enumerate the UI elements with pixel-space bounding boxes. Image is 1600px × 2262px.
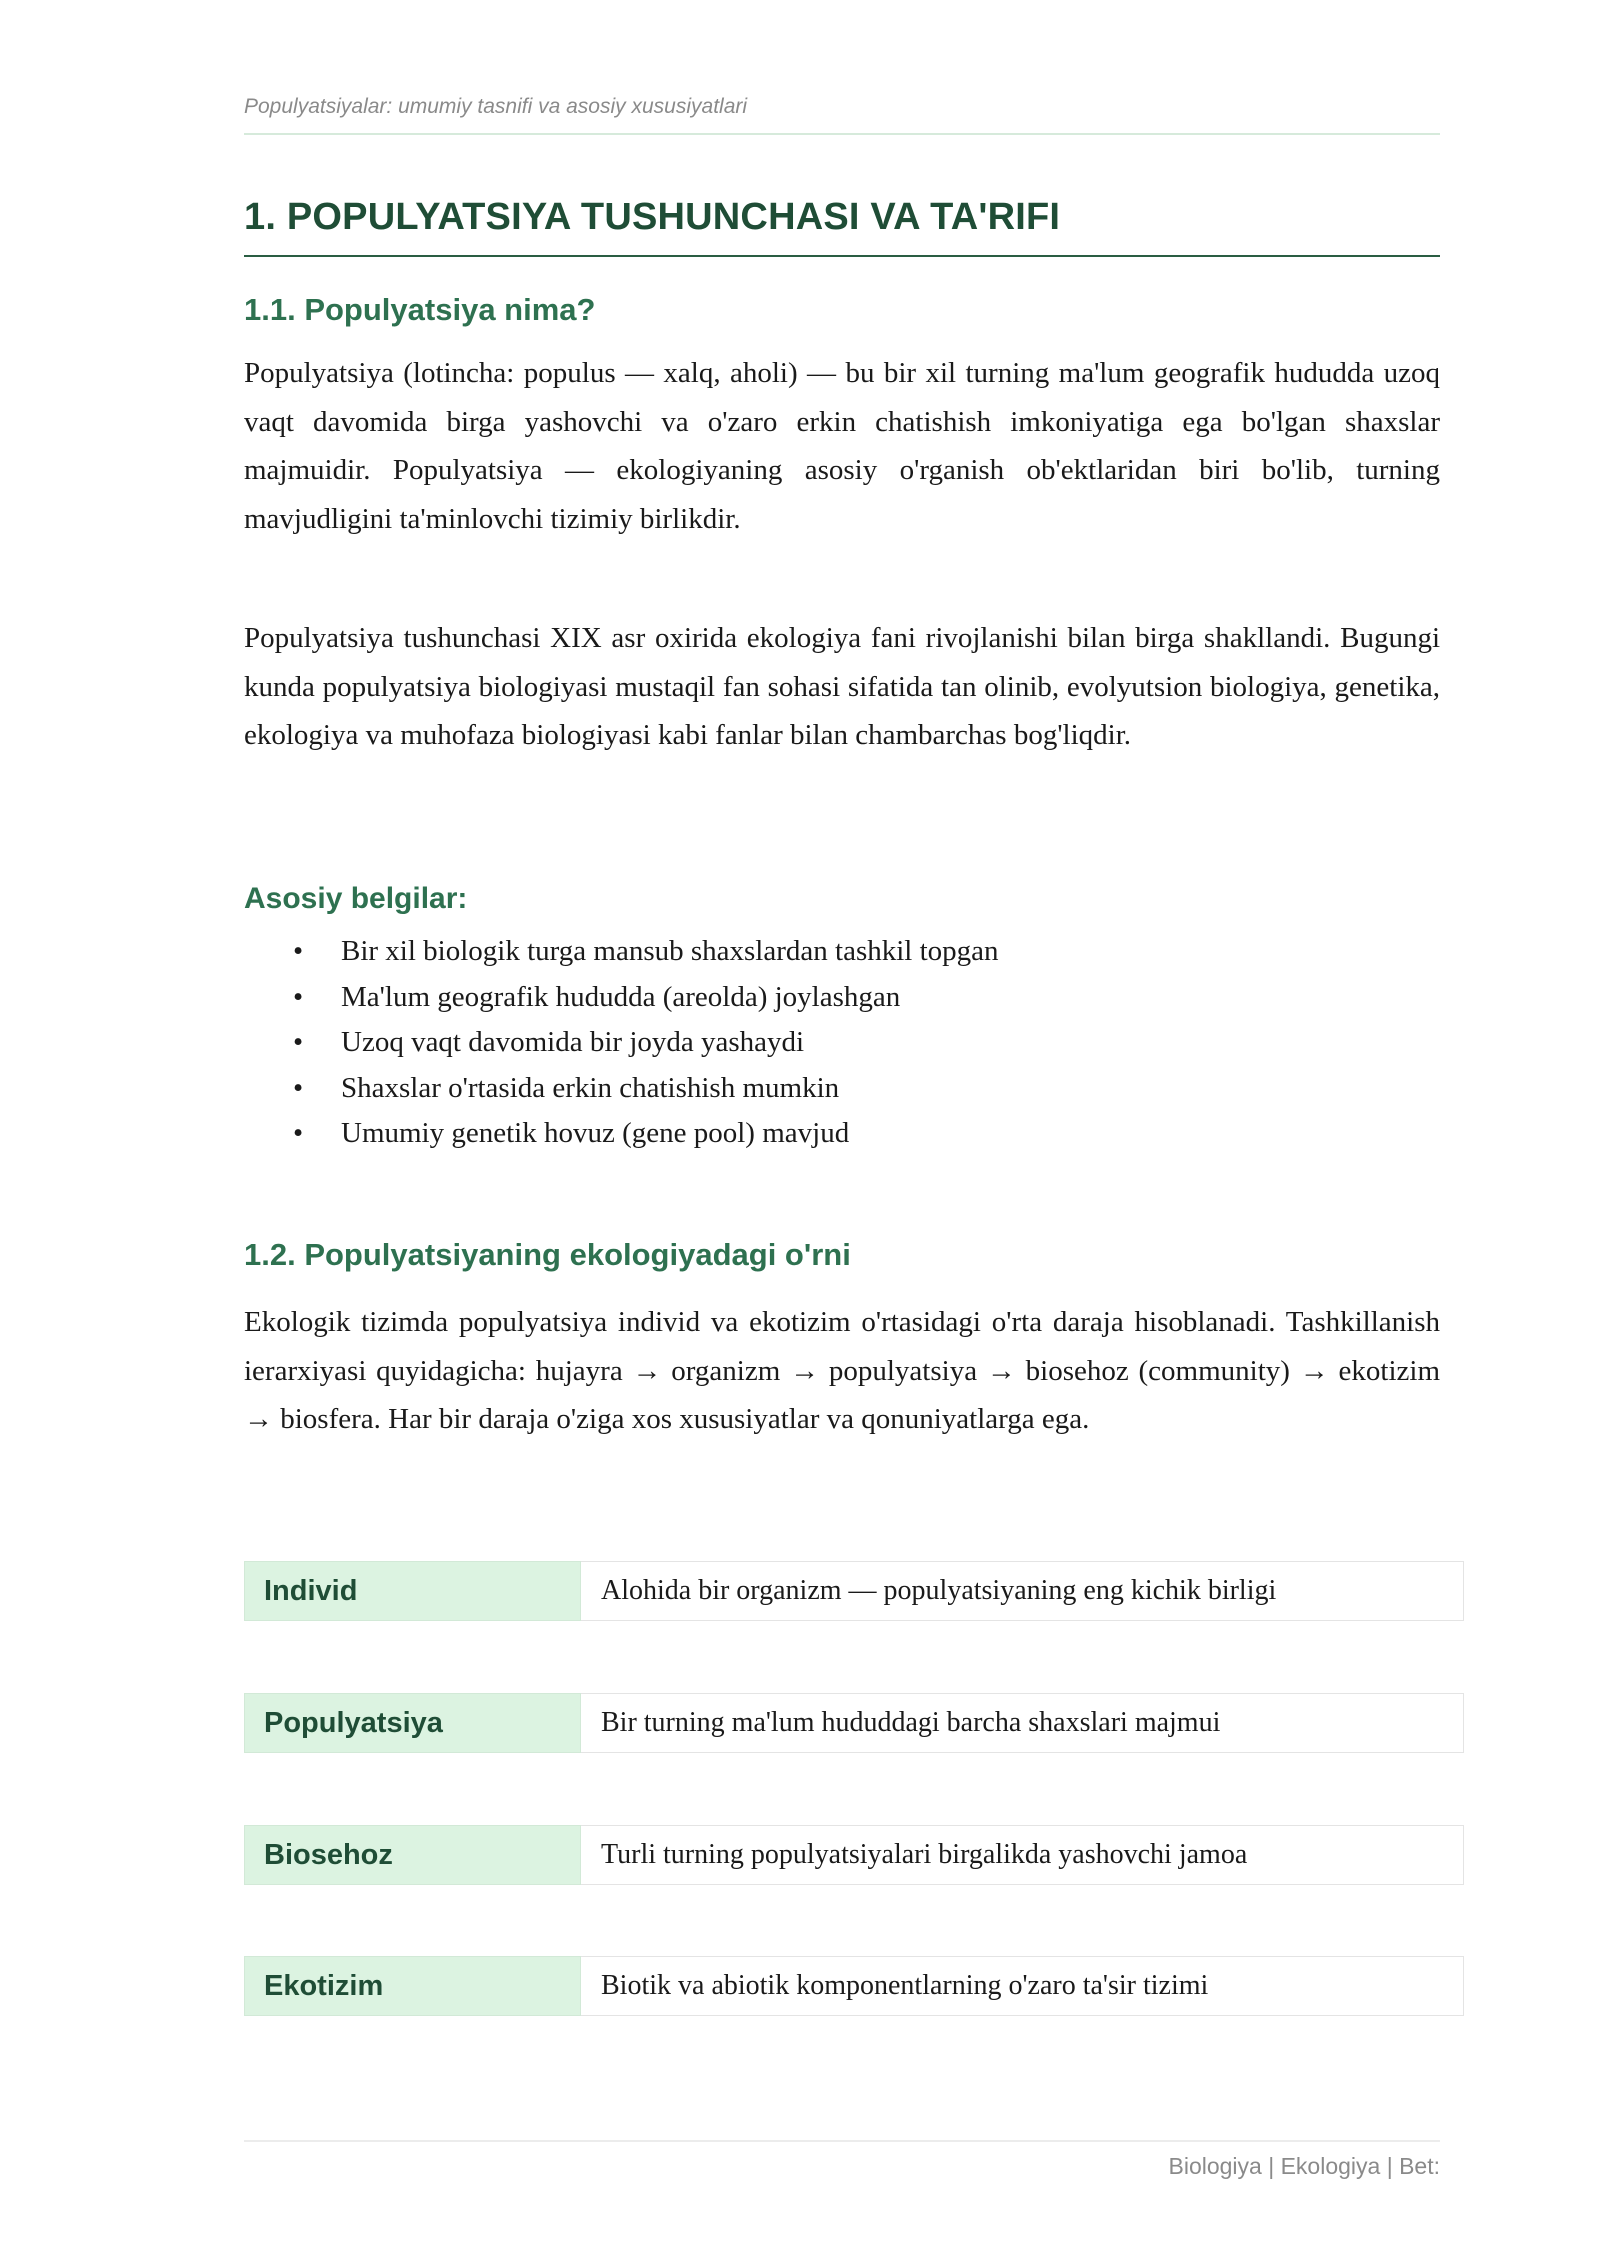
- features-title: Asosiy belgilar:: [244, 882, 468, 915]
- definition-description: Alohida bir organizm — populyatsiyaning eng kichik birligi: [581, 1561, 1464, 1621]
- definition-term: Individ: [244, 1561, 581, 1621]
- document-page: [244, 0, 1440, 2262]
- list-item-text: Shaxslar o'rtasida erkin chatishish mumkin: [341, 1071, 840, 1104]
- list-item-text: Ma'lum geografik hududda (areolda) joylashgan: [341, 980, 901, 1013]
- list-item: [244, 1020, 999, 1066]
- definition-term: Populyatsiya: [244, 1693, 581, 1753]
- definition-description: Turli turning populyatsiyalari birgalikda yashovchi jamoa: [581, 1825, 1464, 1885]
- paragraph-definition: Populyatsiya (lotincha: populus — xalq, aholi) — bu bir xil turning ma'lum geografik hududda uzoq vaqt davomida birga yashovchi va o'zaro erkin chatishish imkoniyatiga ega bo'lgan shaxslar majmuidir. Populyatsiya — ekologiyaning asosiy o'rganish ob'ektlaridan biri bo'lib, turning mavjudligini ta'minlovchi tizimiy birlikdir.: [244, 357, 1440, 535]
- list-item-text: Uzoq vaqt davomida bir joyda yashaydi: [341, 1026, 805, 1058]
- features-list: [244, 929, 999, 1157]
- running-header: Populyatsiyalar: umumiy tasnifi va asosiy xususiyatlari: [244, 95, 748, 118]
- list-item: [244, 929, 999, 975]
- definition-term: Biosehoz: [244, 1825, 581, 1885]
- bullet-icon: •: [293, 1026, 304, 1058]
- bullet-icon: •: [293, 1117, 304, 1149]
- chapter-title-underline: [244, 255, 1440, 257]
- list-item: [244, 1066, 999, 1112]
- paragraph-history: Populyatsiya tushunchasi XIX asr oxirida ekologiya fani rivojlanishi bilan birga shakllandi. Bugungi kunda populyatsiya biologiyasi mustaqil fan sohasi sifatida tan olinib, evolyutsion biologiya, genetika, ekologiya va muhofaza biologiyasi kabi fanlar bilan chambarchas bog'liqdir.: [244, 622, 1440, 751]
- footer-divider: [244, 2140, 1440, 2142]
- header-divider: [244, 133, 1440, 135]
- definition-row-ekotizim: [244, 1956, 1464, 2016]
- list-item: [244, 975, 999, 1021]
- chapter-title: 1. POPULYATSIYA TUSHUNCHASI VA TA'RIFI: [244, 196, 1061, 238]
- bullet-icon: •: [293, 980, 304, 1013]
- bullet-icon: •: [293, 1071, 304, 1104]
- definition-row-populyatsiya: [244, 1693, 1464, 1753]
- bullet-icon: •: [293, 935, 304, 967]
- list-item-text: Bir xil biologik turga mansub shaxslardan tashkil topgan: [341, 935, 999, 967]
- list-item: [244, 1111, 999, 1157]
- definition-row-biosehoz: [244, 1825, 1464, 1885]
- definition-description: Biotik va abiotik komponentlarning o'zaro ta'sir tizimi: [581, 1956, 1464, 2016]
- paragraph-hierarchy: Ekologik tizimda populyatsiya individ va ekotizim o'rtasidagi o'rta daraja hisoblanadi. Tashkillanish ierarxiyasi quyidagicha: hujayra → organizm → populyatsiya → biosehoz (community) → ekotizim → biosfera. Har bir daraja o'ziga xos xususiyatlar va qonuniyatlarga ega.: [244, 1306, 1440, 1435]
- definition-term: Ekotizim: [244, 1956, 581, 2016]
- definition-description: Bir turning ma'lum hududdagi barcha shaxslari majmui: [581, 1693, 1464, 1753]
- definition-row-individ: [244, 1561, 1464, 1621]
- section-title-what-is-population: 1.1. Populyatsiya nima?: [244, 292, 596, 327]
- running-footer: Biologiya | Ekologiya | Bet:: [1168, 2153, 1440, 2179]
- section-title-role-in-ecology: 1.2. Populyatsiyaning ekologiyadagi o'rni: [244, 1237, 851, 1272]
- list-item-text: Umumiy genetik hovuz (gene pool) mavjud: [341, 1117, 850, 1149]
